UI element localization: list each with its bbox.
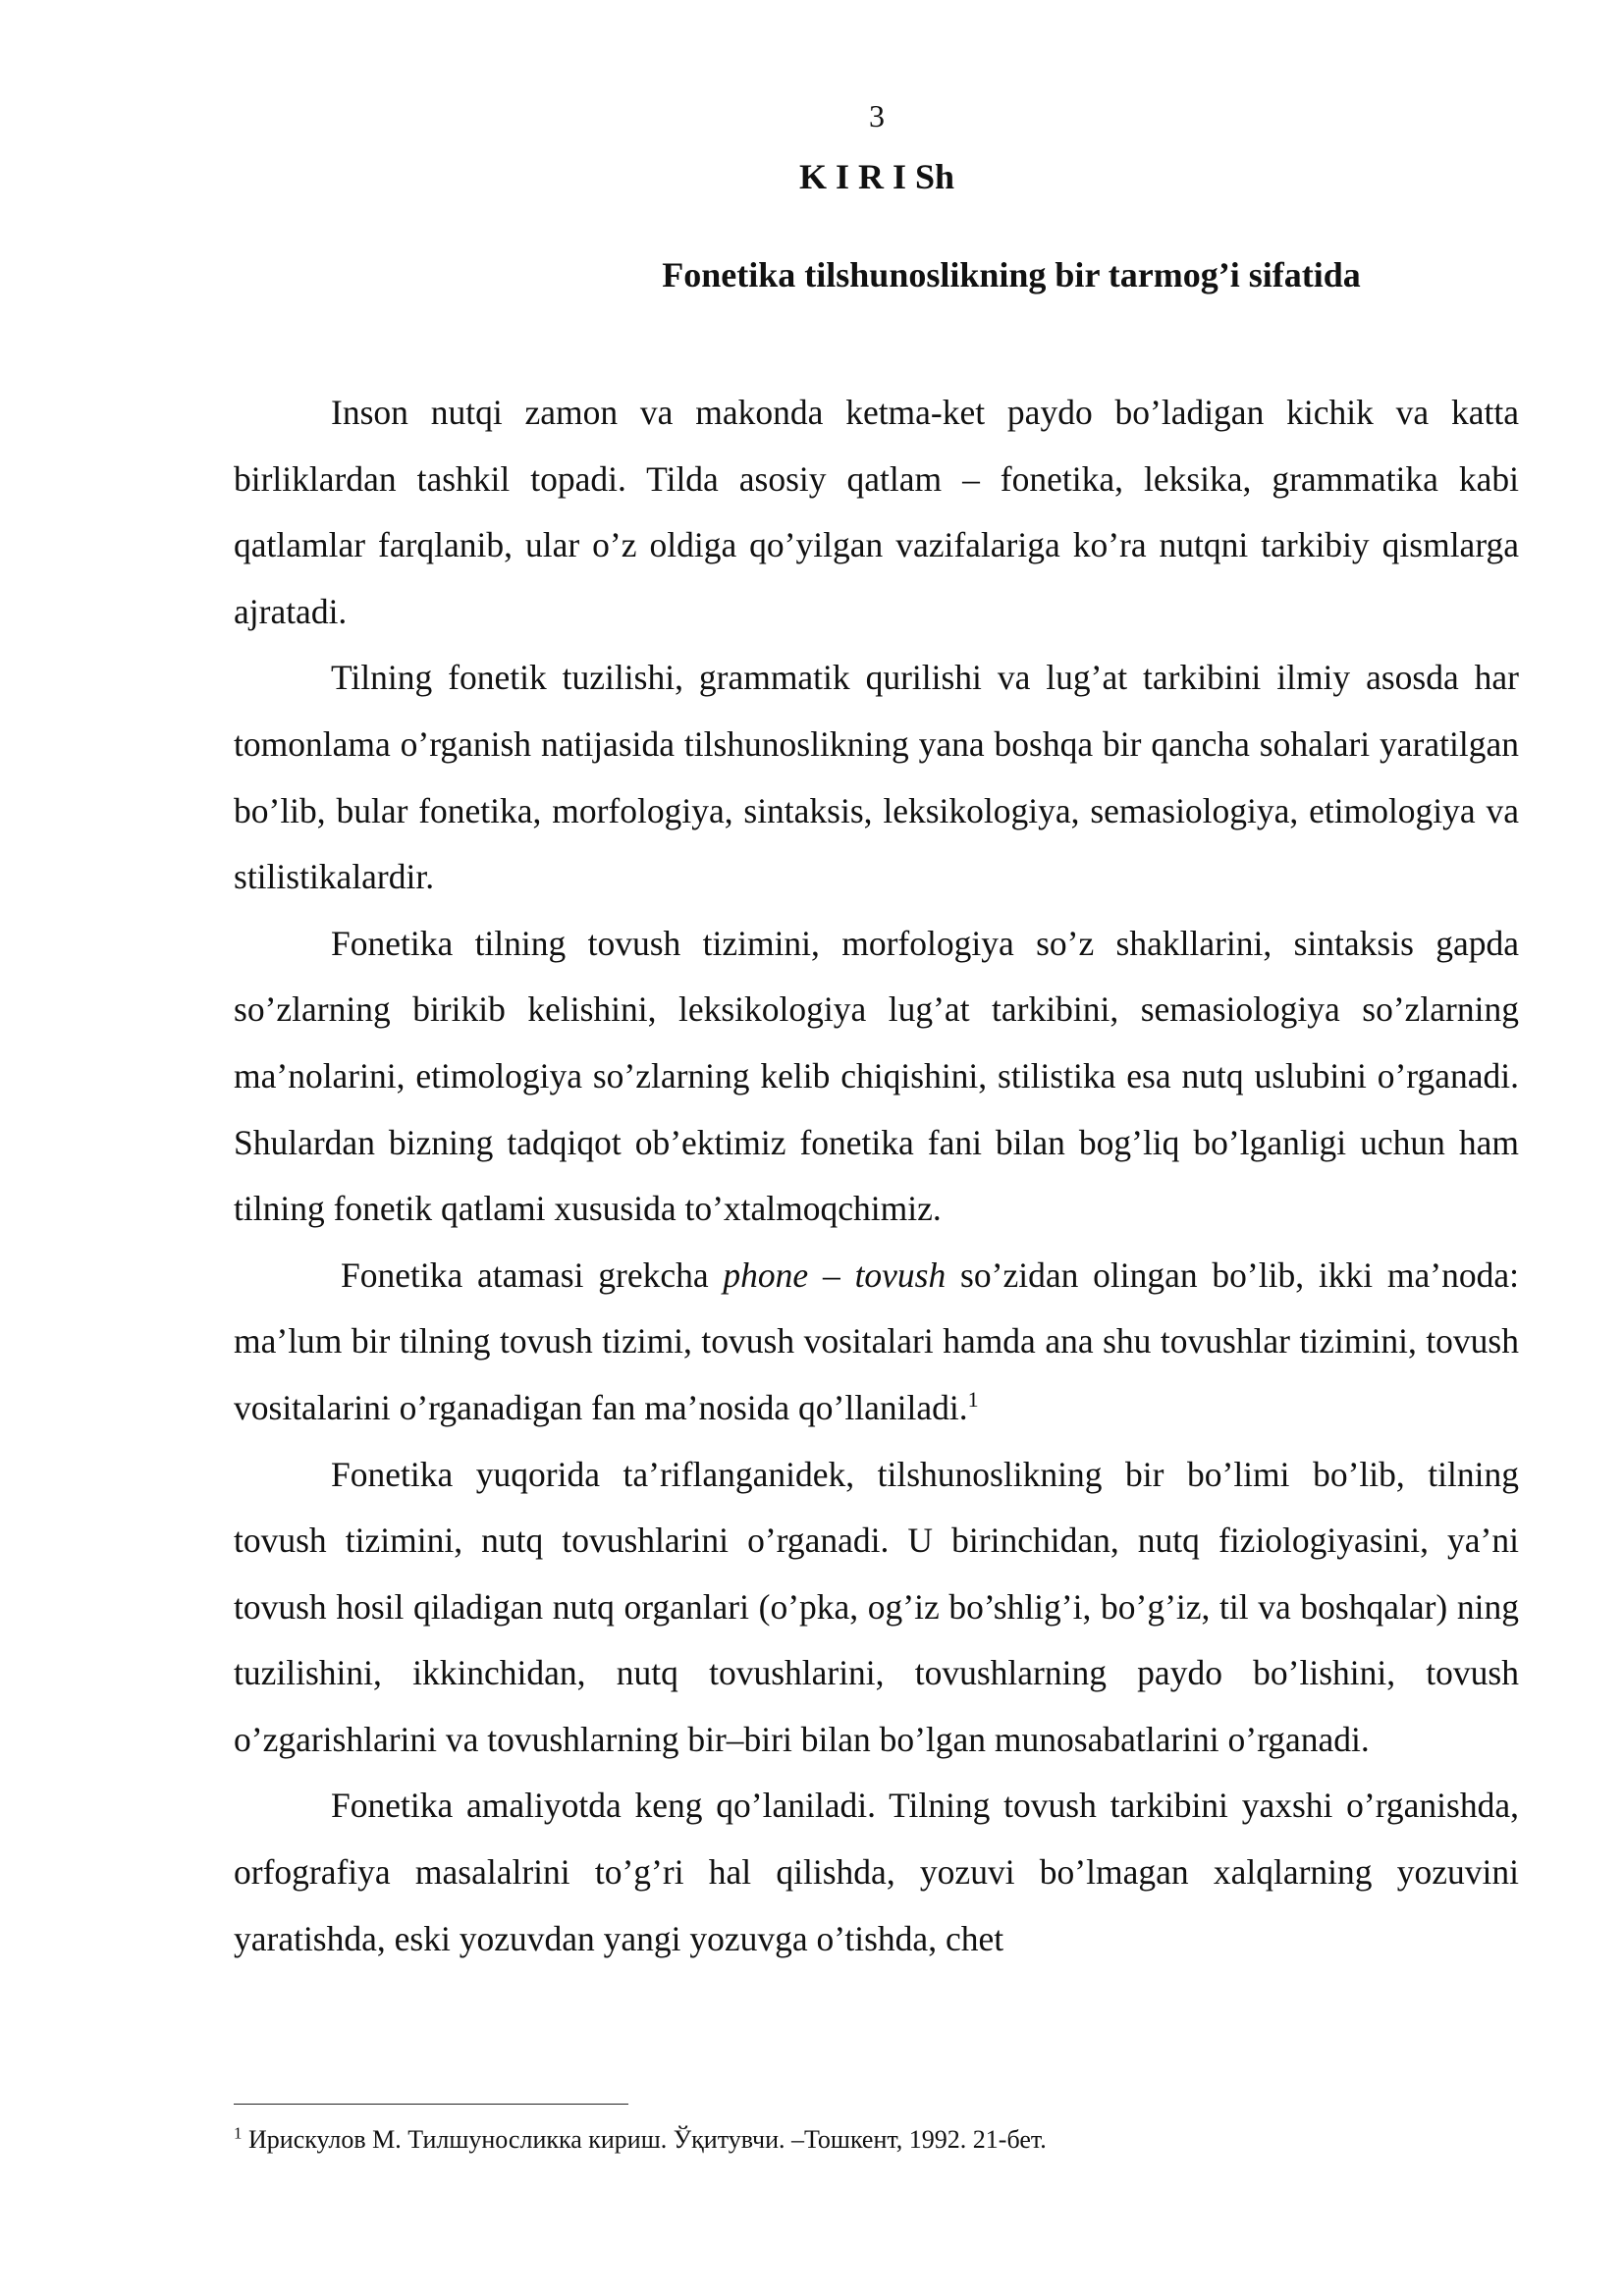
footnote-separator [234, 2104, 628, 2105]
footnote-text: Ирискулов М. Тилшуносликка кириш. Ўқитувчи. –Тошкент, 1992. 21-бет. [242, 2125, 1047, 2154]
term-dash: – [808, 1255, 855, 1295]
paragraph-4 [234, 1243, 1519, 1442]
section-title: Fonetika tilshunoslikning bir tarmog’i sifatida [662, 255, 1361, 294]
paragraph-5: Fonetika yuqorida ta’riflanganidek, tilshunoslikning bir bo’limi bo’lib, tilning tovush tizimini, nutq tovushlarini o’rganadi. U birinchidan, nutq fiziologiyasini, ya’ni tovush hosil qiladigan nutq organlari (o’pka, og’iz bo’shlig’i, bo’g’iz, til va boshqalar) ning tuzilishini, ikkinchidan, nutq tovushlarini, tovushlarning paydo bo’lishini, tovush o’zgarishlarini va tovushlarning bir–biri bilan bo’lgan munosabatlarini o’rganadi. [234, 1454, 1519, 1759]
paragraph-3: Fonetika tilning tovush tizimini, morfologiya so’z shakllarini, sintaksis gapda so’zlarning birikib kelishini, leksikologiya lug’at tarkibini, semasiologiya so’zlarning ma’nolarini, etimologiya so’zlarning kelib chiqishini, stilistika esa nutq uslubini o’rganadi. Shulardan bizning tadqiqot ob’ektimiz fonetika fani bilan bog’liq bo’lganligi uchun ham tilning fonetik qatlami xususida to’xtalmoqchimiz. [234, 923, 1519, 1229]
term-tovush: tovush [854, 1255, 947, 1295]
page-number: 3 [869, 98, 885, 133]
body-text [234, 380, 1519, 1972]
paragraph-6: Fonetika amaliyotda keng qo’laniladi. Tilning tovush tarkibini yaxshi o’rganishda, orfografiya masalalrini to’g’ri hal qilishda, yozuvi bo’lmagan xalqlarning yozuvini yaratishda, eski yozuvdan yangi yozuvga o’tishda, chet [234, 1786, 1519, 1958]
paragraph-2: Tilning fonetik tuzilishi, grammatik qurilishi va lug’at tarkibini ilmiy asosda har tomonlama o’rganish natijasida tilshunoslikning yana boshqa bir qancha sohalari yaratilgan bo’lib, bular fonetika, morfologiya, sintaksis, leksikologiya, semasiologiya, etimologiya va stilistikalardir. [234, 658, 1519, 897]
footnote [234, 2123, 1519, 2157]
paragraph-4-text-start: Fonetika atamasi grekcha [341, 1255, 724, 1295]
footnote-reference[interactable]: 1 [967, 1387, 979, 1413]
paragraph-4-text-end: so’zidan olingan bo’lib, ikki ma’noda: ma’lum bir tilning tovush tizimi, tovush vositalari hamda ana shu tovushlar tizimini, tovush vositalarini o’rganadigan fan ma’nosida qo’llaniladi. [234, 1255, 1519, 1427]
chapter-title: K I R I Sh [798, 157, 955, 196]
footnote-marker: 1 [234, 2123, 243, 2143]
paragraph-1: Inson nutqi zamon va makonda ketma-ket paydo bo’ladigan kichik va katta birliklardan tashkil topadi. Tilda asosiy qatlam – fonetika, leksika, grammatika kabi qatlamlar farqlanib, ular o’z oldiga qo’yilgan vazifalariga ko’ra nutqni tarkibiy qismlarga ajratadi. [234, 393, 1519, 631]
term-phone: phone [723, 1255, 809, 1295]
